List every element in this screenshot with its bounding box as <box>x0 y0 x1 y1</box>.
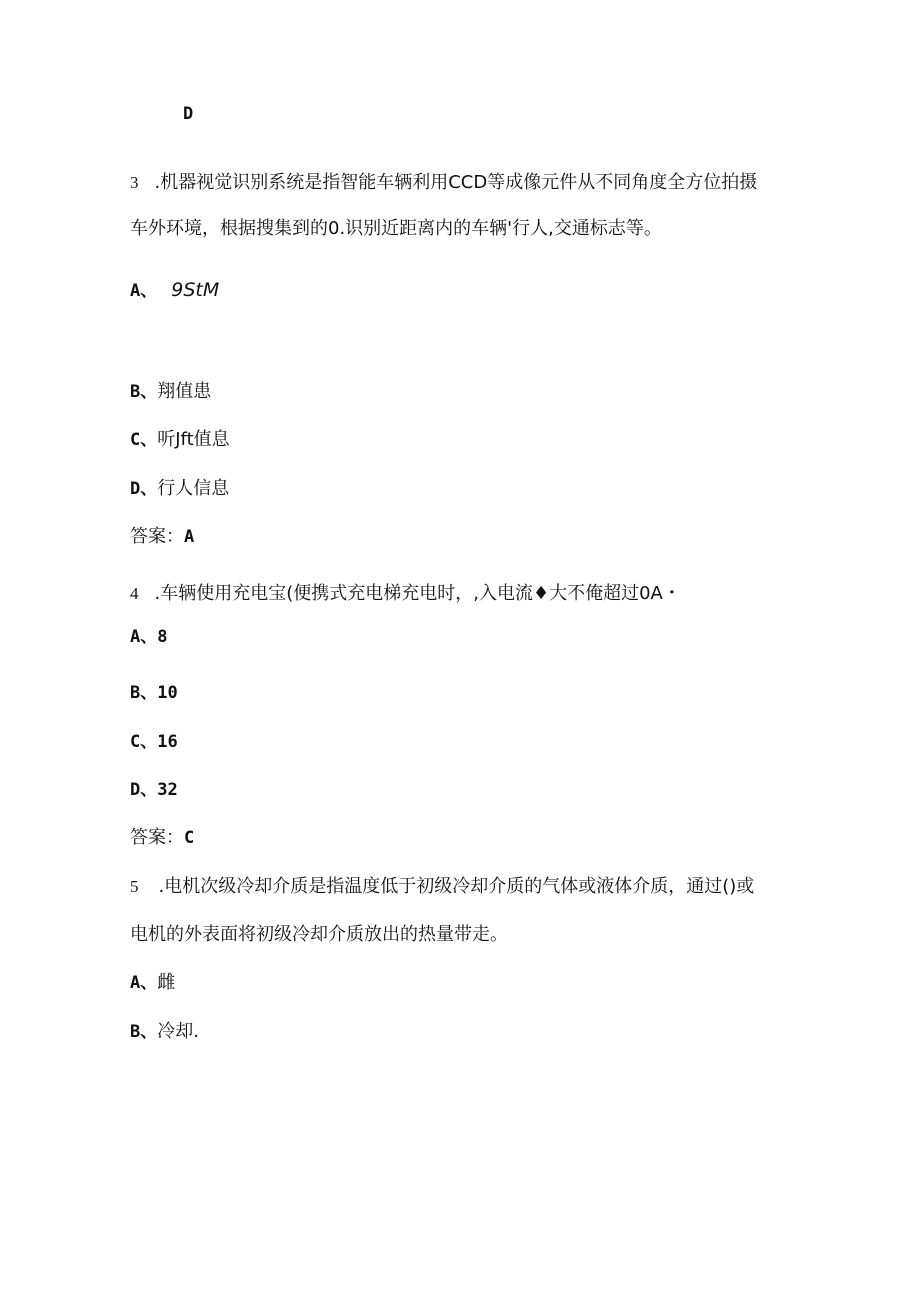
option-b <box>130 380 211 404</box>
question-number: 5 <box>130 877 139 896</box>
option-d <box>130 778 178 802</box>
option-letter: B、 <box>130 1022 158 1042</box>
option-text: 32 <box>157 780 178 800</box>
option-b <box>130 681 178 705</box>
option-c <box>130 428 230 452</box>
option-a <box>130 971 175 995</box>
option-letter-d-fragment: D <box>183 104 194 124</box>
question-number: 4 <box>130 584 139 603</box>
option-letter: A、 <box>130 627 158 647</box>
option-letter: D、 <box>130 479 158 499</box>
option-letter: A、 <box>130 973 158 993</box>
question-3-line-2: 车外环境，根据搜集到的0.识别近距离内的车辆'行人,交通标志等。 <box>130 218 662 239</box>
option-text: 行人信息 <box>157 478 230 499</box>
option-d <box>130 477 229 501</box>
option-text: 9StM <box>171 279 220 301</box>
option-text: 8 <box>157 627 168 647</box>
answer-value: A <box>184 527 195 547</box>
option-text: 雌 <box>157 972 176 993</box>
option-text: 16 <box>157 732 178 752</box>
option-letter: A、 <box>130 281 158 301</box>
option-letter: D、 <box>130 780 158 800</box>
question-text: .机器视觉识别系统是指智能车辆利用CCD等成像元件从不同角度全方位拍摄 <box>154 172 758 193</box>
answer <box>130 525 194 549</box>
option-c <box>130 730 178 754</box>
option-text: 冷却. <box>157 1021 199 1042</box>
question-4-line-1 <box>130 582 681 606</box>
answer-value: C <box>184 828 195 848</box>
question-5-line-1 <box>130 875 754 899</box>
option-letter: C、 <box>130 430 158 450</box>
answer-label: 答案： <box>130 526 184 547</box>
option-text: 翔值患 <box>157 381 212 402</box>
option-a <box>130 625 168 649</box>
answer <box>130 826 194 850</box>
option-b <box>130 1020 199 1044</box>
option-letter: C、 <box>130 732 158 752</box>
question-text: .车辆使用充电宝(便携式充电梯充电时，,入电流♦大不俺超过0A・ <box>154 583 681 604</box>
question-number: 3 <box>130 173 139 192</box>
option-text: 10 <box>157 683 178 703</box>
question-5-line-2: 电机的外表面将初级冷却介质放出的热量带走。 <box>130 924 508 945</box>
option-text: 听Jft值息 <box>157 429 230 450</box>
option-a <box>130 278 219 303</box>
question-3-line-1 <box>130 171 757 195</box>
question-text: .电机次级冷却介质是指温度低于初级冷却介质的气体或液体介质，通过()或 <box>158 876 755 897</box>
option-letter: B、 <box>130 382 158 402</box>
option-letter: B、 <box>130 683 158 703</box>
answer-label: 答案： <box>130 827 184 848</box>
